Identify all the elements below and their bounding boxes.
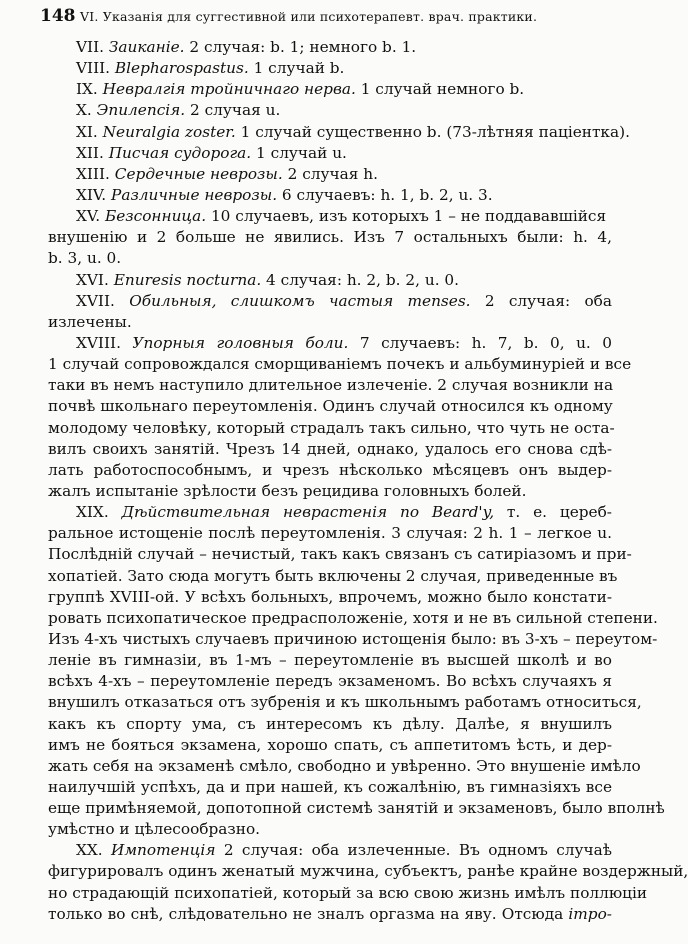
item-result: 4 случая: h. 2, b. 2, u. 0. [261,270,460,289]
text-line: фигурировалъ одинъ женатый мужчина, субъектъ, ранѣе крайне воздержный, [48,862,688,881]
item-number: XII. [76,143,104,162]
list-item [48,502,612,523]
text-line: почвѣ школьнаго переутомленія. Одинъ случай относился къ одному [48,397,613,416]
text-line: леніе въ гимназіи, въ 1-мъ – переутомленіе въ высшей школѣ и во [48,651,612,670]
item-result: 1 случай немного b. [355,80,525,99]
item-title: Blepharospastus. [114,59,249,78]
item-number: XX. [76,841,103,860]
item-title: Сердечные неврозы. [114,164,283,183]
list-item [48,840,612,861]
item-result: 2 случая: оба [470,291,613,310]
item-title: Безсонница. [105,207,207,226]
item-result: 2 случая: оба излеченные. Въ одномъ случаѣ [215,841,612,860]
list-item [48,58,612,79]
item-result: 6 случаевъ: h. 1, b. 2, u. 3. [277,185,493,204]
list-item [48,291,612,312]
item-title: Neuralgia zoster. [102,122,236,141]
text-line: излечены. [48,312,132,331]
page-number: 148 [40,6,76,26]
item-title: Невралгія тройничнаго нерва. [102,80,356,99]
text-line: умѣстно и цѣлесообразно. [48,820,261,839]
text-line [48,904,612,925]
list-item [48,164,612,185]
text-line: жалъ испытаніе зрѣлости безъ рецидива головныхъ болей. [48,481,527,500]
list-item [48,270,612,291]
item-result: т. е. цереб- [494,503,612,522]
item-number: IX. [76,80,98,99]
item-result: 7 случаевъ: h. 7, b. 0, u. 0 [348,333,612,352]
item-result: 1 случай b. [248,59,345,78]
text-line: Изъ 4-хъ чистыхъ случаевъ причиною истощенія было: въ 3-хъ – переутом- [48,629,658,648]
item-title: Заиканіе. [108,38,185,56]
page-header [40,6,615,28]
item-title: Обильныя, слишкомъ частыя menses. [129,291,471,310]
item-number: XV. [76,207,101,226]
item-number: VII. [76,38,104,56]
text-line: какъ къ спорту ума, съ интересомъ къ дѣлу. Далѣе, я внушилъ [48,714,612,733]
list-item [48,185,612,206]
text-span: только во снѣ, слѣдовательно не зналъ оргазма на яву. Отсюда [48,904,564,923]
item-number: VIII. [76,59,111,78]
text-line: ровать психопатическое предрасположеніе, хотя и не въ сильной степени. [48,608,658,627]
list-item [48,122,630,143]
text-line: вилъ своихъ занятій. Чрезъ 14 дней, однако, удалось его снова сдѣ- [48,439,612,458]
item-number: XVIII. [76,333,121,352]
body-text [48,37,688,925]
item-title: Дѣйствительная неврастенія по Beard'y, [121,503,495,522]
text-line: имъ не бояться экзамена, хорошо спать, съ аппетитомъ ѣсть, и дер- [48,735,612,754]
list-item [48,333,612,354]
text-line: молодому человѣку, который страдалъ такъ сильно, что чуть не оста- [48,418,615,437]
text-line: еще примѣняемой, допотопной системѣ занятій и экзаменовъ, было вполнѣ [48,799,665,818]
item-number: XI. [76,122,98,141]
item-number: XVI. [76,270,109,289]
list-item [48,37,612,58]
item-number: XVII. [76,291,115,310]
hyphenated-word: impo- [568,904,612,923]
item-result: 1 случай существенно b. (73-лѣтняя паціентка). [235,122,630,141]
list-item [48,100,612,121]
item-result: 10 случаевъ, изъ которыхъ 1 – не поддававшійся [206,207,607,226]
text-line: жать себя на экзаменѣ смѣло, свободно и увѣренно. Это внушеніе имѣло [48,756,641,775]
list-item [48,206,612,227]
running-title: VI. Указанія для суггестивной или психотерапевт. врач. практики. [80,9,538,24]
item-result: 2 случая h. [282,164,378,183]
text-line: наилучшій успѣхъ, да и при нашей, къ сожалѣнію, въ гимназіяхъ все [48,777,612,796]
item-title: Enuresis nocturna. [113,270,262,289]
text-line: всѣхъ 4-хъ – переутомленіе передъ экзаменомъ. Во всѣхъ случаяхъ я [48,672,612,691]
item-result: 2 случая: b. 1; немного b. 1. [184,38,417,56]
text-line: лать работоспособнымъ, и чрезъ нѣсколько мѣсяцевъ онъ выдер- [48,460,612,479]
item-result: 1 случай u. [251,143,347,162]
text-line: внушенію и 2 больше не явились. Изъ 7 остальныхъ были: h. 4, [48,228,612,247]
list-item [48,79,612,100]
text-line: b. 3, u. 0. [48,249,122,268]
item-number: X. [76,101,92,120]
item-number: XIII. [76,164,110,183]
item-title: Различные неврозы. [111,185,278,204]
item-number: XIX. [76,503,109,522]
item-title: Писчая судорога. [108,143,252,162]
item-title: Упорныя головныя боли. [132,333,349,352]
text-line: ральное истощеніе послѣ переутомленія. 3 случая: 2 h. 1 – легкое u. [48,524,612,543]
text-line: хопатіей. Зато сюда могутъ быть включены 2 случая, приведенные въ [48,566,618,585]
item-title: Эпилепсія. [96,101,186,120]
item-number: XIV. [76,185,107,204]
item-result: 2 случая u. [185,101,281,120]
item-title: Импотенція [111,841,216,860]
text-line: таки въ немъ наступило длительное излеченіе. 2 случая возникли на [48,376,614,395]
list-item [48,143,612,164]
text-line: Послѣдній случай – нечистый, такъ какъ связанъ съ сатиріазомъ и при- [48,545,632,564]
text-line: группѣ XVIII-ой. У всѣхъ больныхъ, впрочемъ, можно было констати- [48,587,612,606]
text-line: внушилъ отказаться отъ зубренія и къ школьнымъ работамъ относиться, [48,693,642,712]
text-line: 1 случай сопровождался сморщиваніемъ почекъ и альбуминуріей и все [48,355,632,374]
text-line: но страдающій психопатіей, который за всю свою жизнь имѣлъ поллюціи [48,883,648,902]
